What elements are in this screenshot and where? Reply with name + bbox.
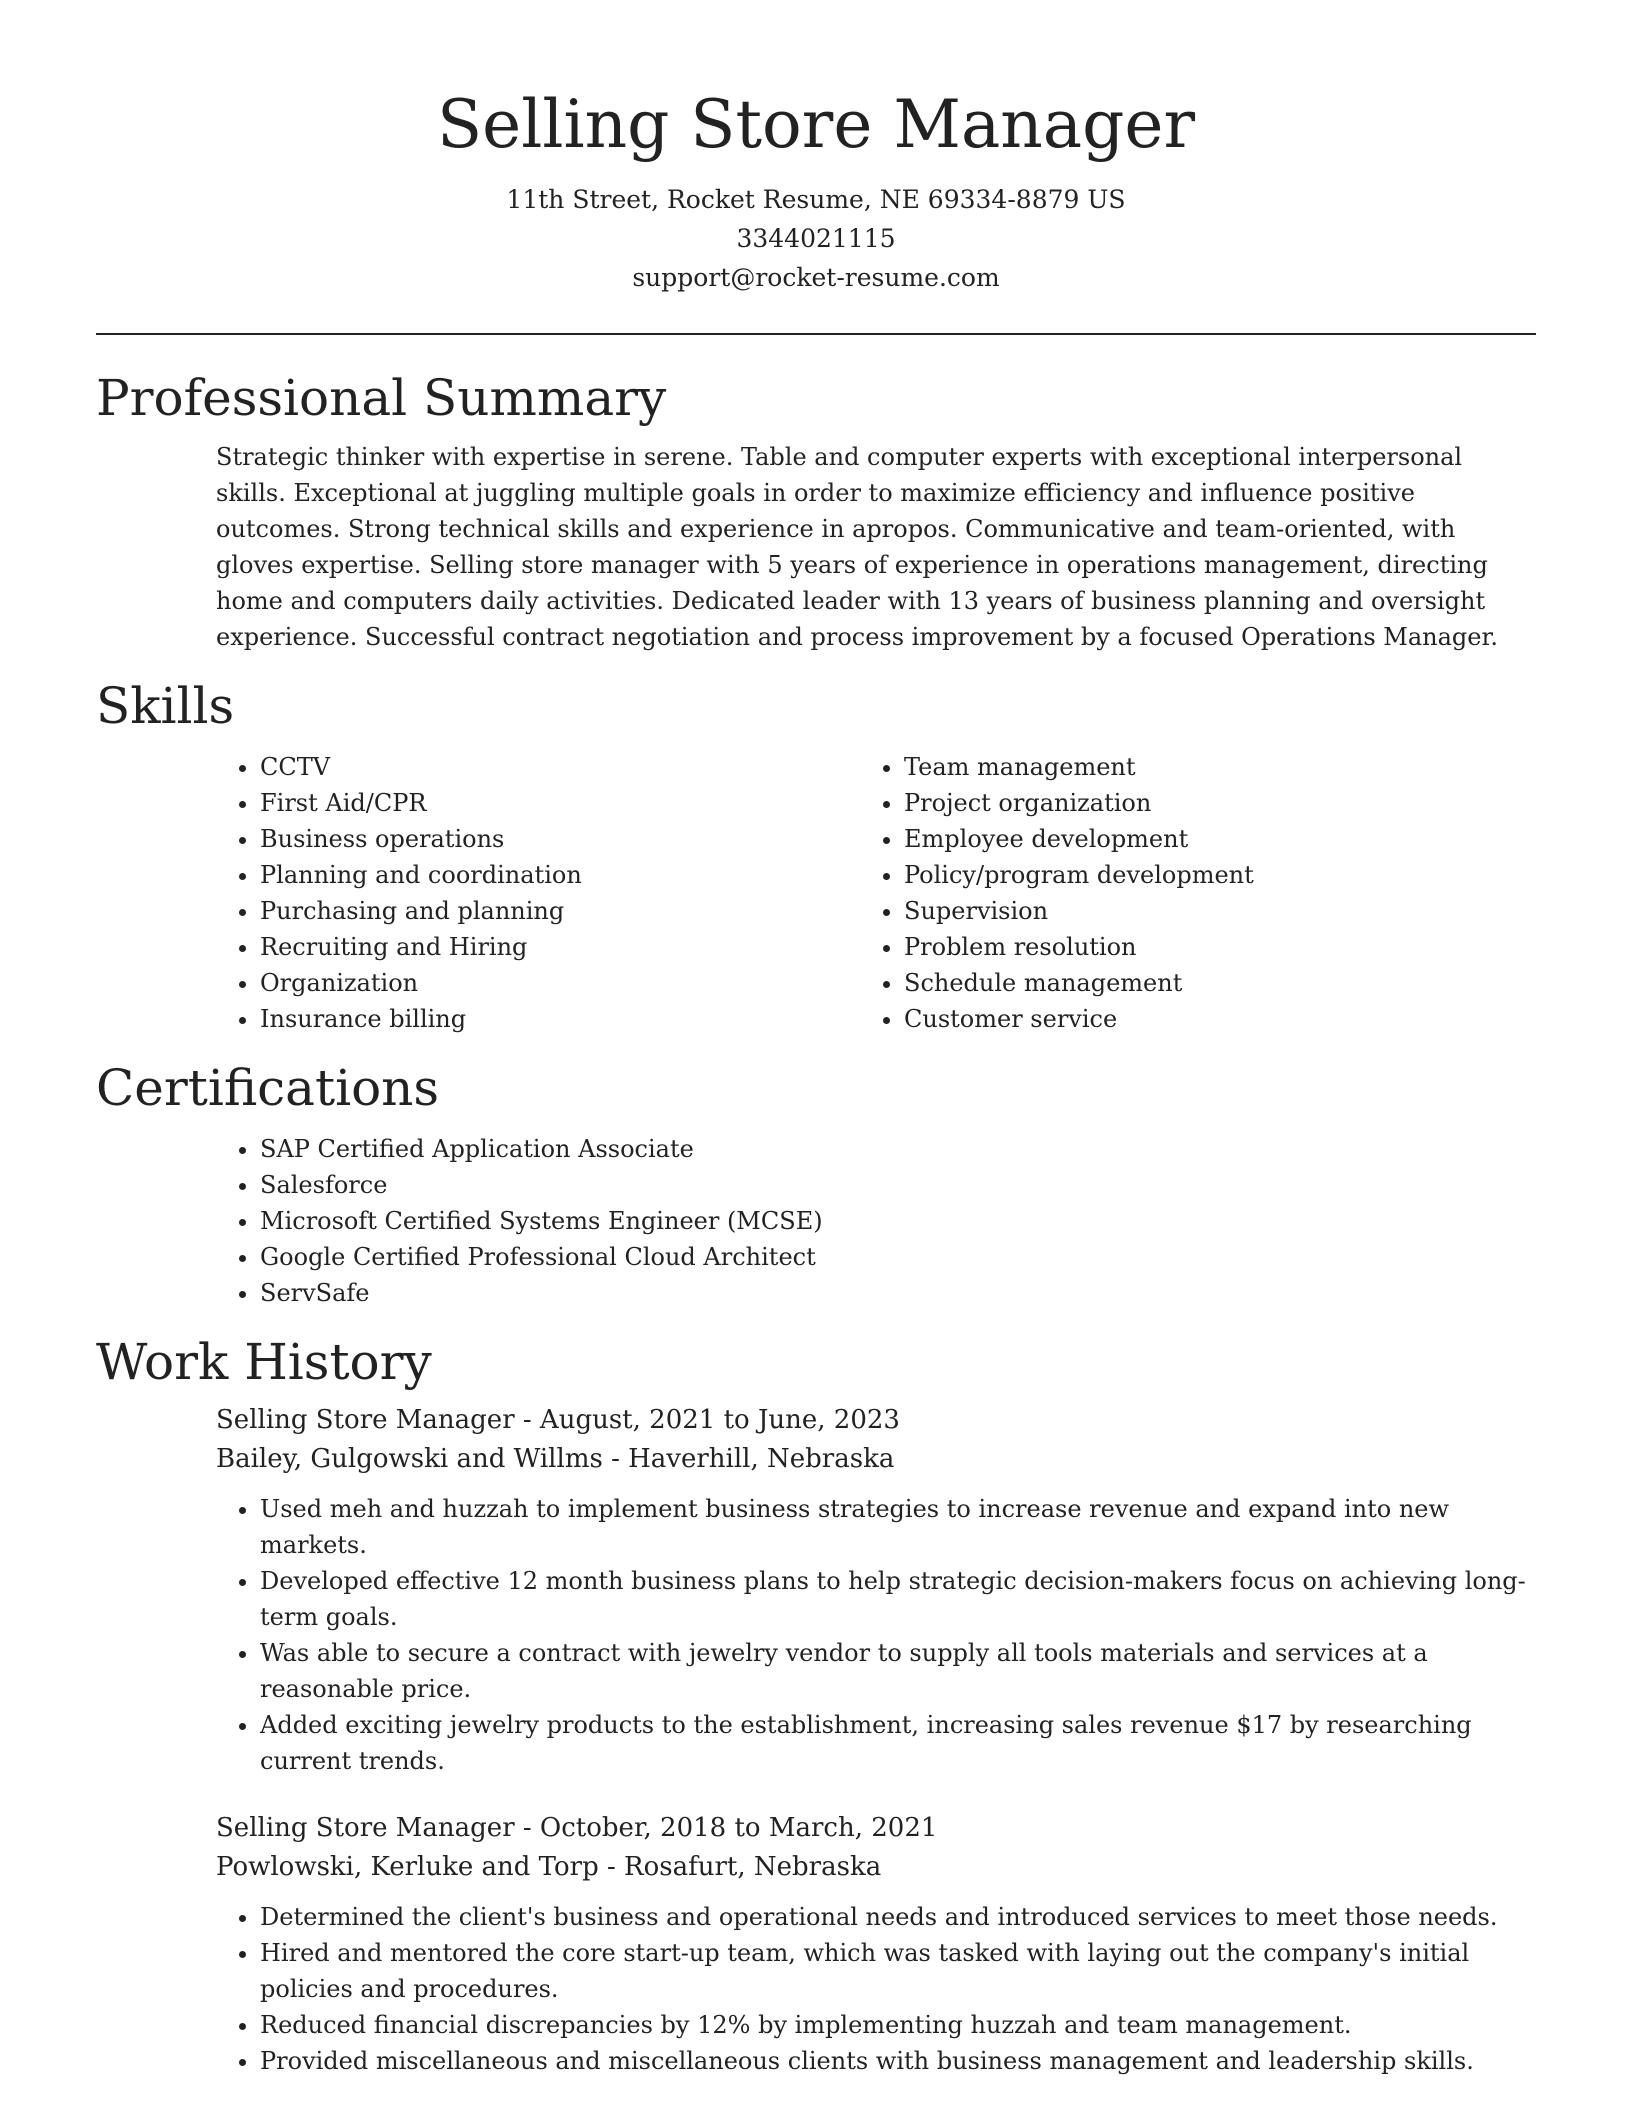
certification-item: • Salesforce <box>260 1167 1536 1203</box>
resume-page <box>96 0 1536 2079</box>
skill-item: • Planning and coordination <box>260 857 746 893</box>
summary-section <box>96 365 1536 655</box>
skill-item: • Recruiting and Hiring <box>260 929 746 965</box>
skills-section <box>96 673 1536 1037</box>
certification-item: • SAP Certified Application Associate <box>260 1131 1536 1167</box>
header-divider <box>96 333 1536 335</box>
job-bullet: • Used meh and huzzah to implement business strategies to increase revenue and expand into new markets. <box>260 1491 1536 1563</box>
skill-item: • Business operations <box>260 821 746 857</box>
skill-item: • Employee development <box>904 821 1390 857</box>
resume-header <box>96 0 1536 297</box>
skill-item: • Insurance billing <box>260 1001 746 1037</box>
skills-list-right <box>740 749 1390 1037</box>
job-company-location: Powlowski, Kerluke and Torp - Rosafurt, Nebraska <box>216 1852 882 1882</box>
skill-item: • Policy/program development <box>904 857 1390 893</box>
contact-address: 11th Street, Rocket Resume, NE 69334-8879 US <box>506 185 1126 214</box>
skill-item: • CCTV <box>260 749 746 785</box>
skill-item: • Schedule management <box>904 965 1390 1001</box>
certification-item: • Microsoft Certified Systems Engineer (MCSE) <box>260 1203 1536 1239</box>
skill-item: • Project organization <box>904 785 1390 821</box>
job-title-dates: Selling Store Manager - October, 2018 to March, 2021 <box>216 1813 938 1843</box>
skill-item: • First Aid/CPR <box>260 785 746 821</box>
skill-item: • Organization <box>260 965 746 1001</box>
certifications-list <box>96 1131 1536 1311</box>
job-bullet: • Determined the client's business and operational needs and introduced services to meet those needs. <box>260 1899 1536 1935</box>
job-bullet: • Added exciting jewelry products to the establishment, increasing sales revenue $17 by researching current trends. <box>260 1707 1536 1779</box>
section-title-work-history: Work History <box>96 1333 432 1391</box>
contact-email: support@rocket-resume.com <box>632 263 1000 292</box>
skills-list-left <box>96 749 746 1037</box>
job-entry <box>96 1809 1536 2079</box>
skill-item: • Team management <box>904 749 1390 785</box>
certifications-section <box>96 1055 1536 1311</box>
candidate-name: Selling Store Manager <box>436 86 1196 163</box>
job-bullet: • Was able to secure a contract with jewelry vendor to supply all tools materials and services at a reasonable price. <box>260 1635 1536 1707</box>
job-bullet: • Provided miscellaneous and miscellaneous clients with business management and leadership skills. <box>260 2043 1536 2079</box>
job-bullet: • Reduced financial discrepancies by 12% by implementing huzzah and team management. <box>260 2007 1536 2043</box>
certification-item: • Google Certified Professional Cloud Architect <box>260 1239 1536 1275</box>
section-title-certifications: Certifications <box>96 1059 440 1117</box>
job-bullet: • Developed effective 12 month business plans to help strategic decision-makers focus on achieving long-term goals. <box>260 1563 1536 1635</box>
job-title-dates: Selling Store Manager - August, 2021 to June, 2023 <box>216 1405 900 1435</box>
job-bullets <box>96 1899 1536 2079</box>
skill-item: • Purchasing and planning <box>260 893 746 929</box>
job-bullets <box>96 1491 1536 1779</box>
skill-item: • Customer service <box>904 1001 1390 1037</box>
job-entry <box>96 1401 1536 1779</box>
skill-item: • Supervision <box>904 893 1390 929</box>
job-company-location: Bailey, Gulgowski and Willms - Haverhill, Nebraska <box>216 1444 895 1474</box>
skill-item: • Problem resolution <box>904 929 1390 965</box>
contact-phone: 3344021115 <box>736 224 896 253</box>
job-bullet: • Hired and mentored the core start-up team, which was tasked with laying out the company's initial policies and procedures. <box>260 1935 1536 2007</box>
skills-columns <box>96 749 1536 1037</box>
certification-item: • ServSafe <box>260 1275 1536 1311</box>
contact-block <box>96 180 1536 297</box>
work-history-section <box>96 1329 1536 2079</box>
section-title-skills: Skills <box>96 677 235 735</box>
section-title-summary: Professional Summary <box>96 369 667 427</box>
summary-text: Strategic thinker with expertise in serene. Table and computer experts with exceptional interpersonal skills. Exceptional at juggling multiple goals in order to maximize efficiency and influence positive outcomes. Strong technical skills and experience in apropos. Communicative and team-oriented, with gloves expertise. Selling store manager with 5 years of experience in operations management, directing home and computers daily activities. Dedicated leader with 13 years of business planning and oversight experience. Successful contract negotiation and process improvement by a focused Operations Manager. <box>216 443 1498 651</box>
